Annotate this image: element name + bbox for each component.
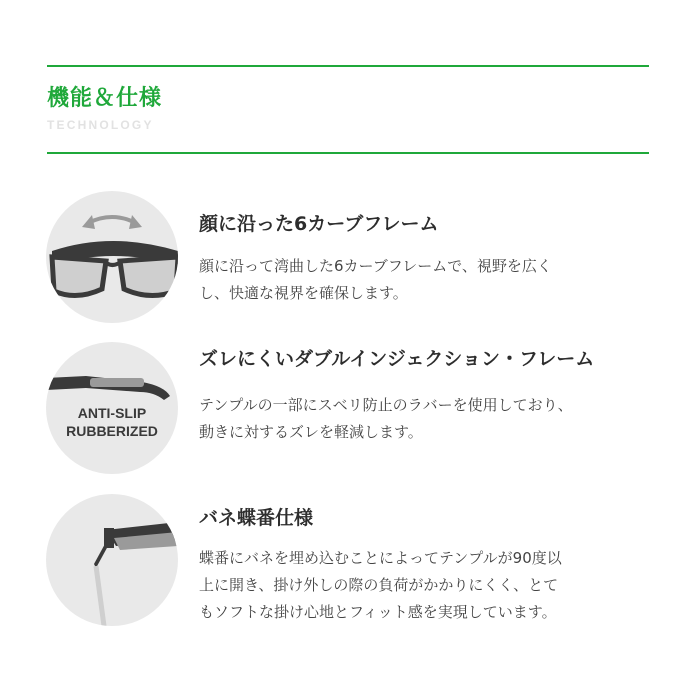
rubberized-label: RUBBERIZED: [66, 423, 158, 439]
feature-description-line: 動きに対するズレを軽減します。: [199, 423, 423, 441]
spring-hinge-icon: [46, 494, 178, 626]
feature-description-line: もソフトな掛け心地とフィット感を実現しています。: [199, 603, 557, 621]
feature-heading: バネ蝶番仕様: [199, 507, 314, 529]
feature-description-line: 顔に沿って湾曲した6カーブフレームで、視野を広く: [199, 257, 552, 275]
feature-heading: 顔に沿った6カーブフレーム: [199, 213, 439, 235]
feature-heading: ズレにくいダブルインジェクション・フレーム: [199, 348, 595, 370]
anti-slip-label: ANTI-SLIP: [77, 405, 147, 421]
feature-description-line: テンプルの一部にスベリ防止のラバーを使用しており、: [199, 396, 573, 414]
top-divider: [47, 65, 649, 67]
feature-description-line: 上に開き、掛け外しの際の負荷がかかりにくく、とて: [199, 576, 559, 594]
section-title: 機能＆仕様: [47, 86, 163, 111]
curved-frame-icon: [46, 191, 178, 323]
feature-description: [199, 253, 639, 307]
feature-description: [199, 392, 639, 446]
section-subtitle: TECHNOLOGY: [47, 118, 154, 132]
feature-description-line: し、快適な視界を確保します。: [199, 284, 408, 302]
anti-slip-temple-icon: [46, 342, 178, 474]
bottom-divider: [47, 152, 649, 154]
feature-description: [199, 545, 639, 626]
feature-description-line: 蝶番にバネを埋め込むことによってテンプルが90度以: [199, 549, 562, 567]
